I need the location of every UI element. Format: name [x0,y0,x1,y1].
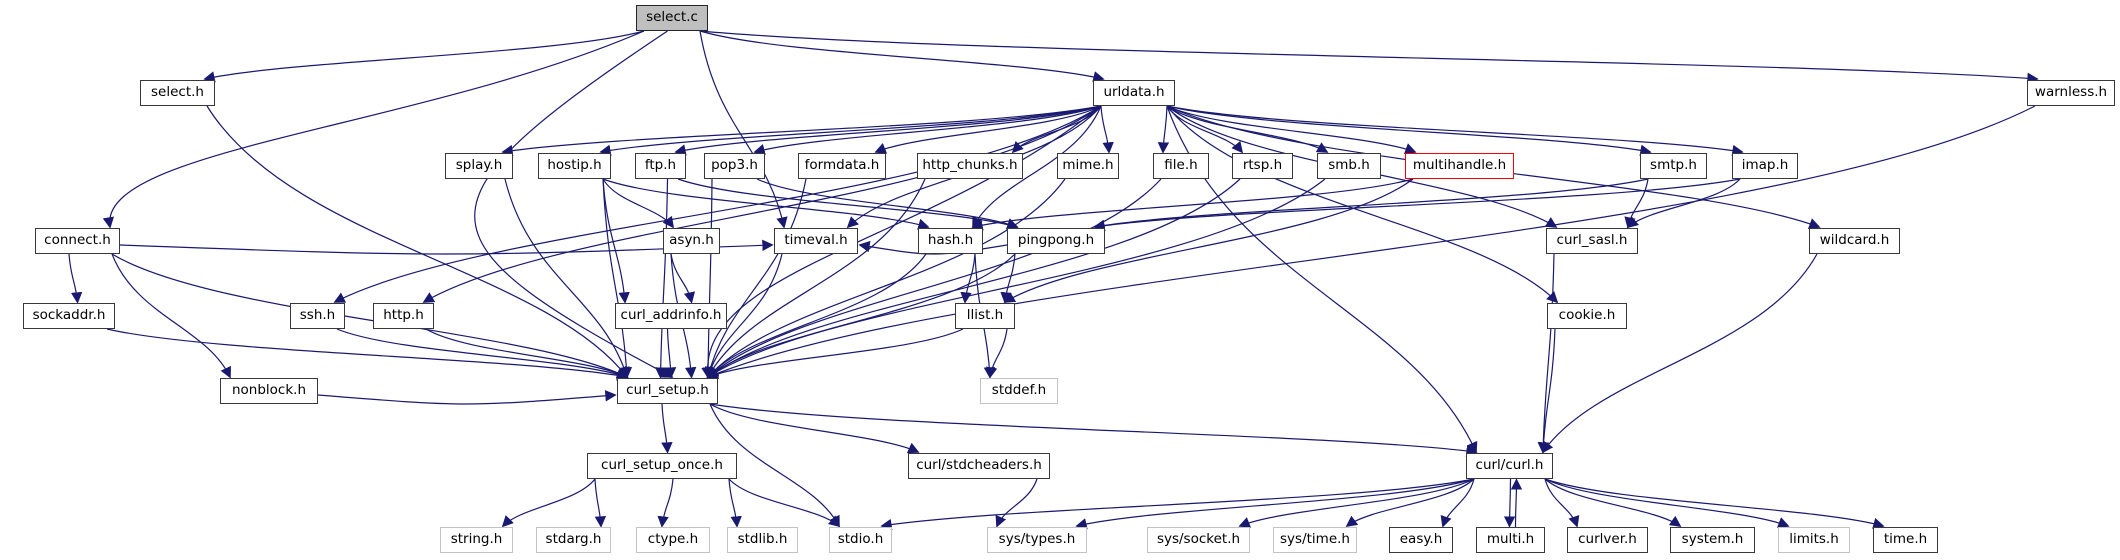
node-time-h[interactable]: time.h [1873,527,1938,553]
node-sys-socket-h: sys/socket.h [1147,527,1250,553]
node-multihandle-h[interactable]: multihandle.h [1405,153,1514,179]
node-http-h[interactable]: http.h [373,303,434,329]
edge-curl-curl-h-to-sys-socket-h [1240,479,1474,526]
node-llist-h[interactable]: llist.h [955,303,1015,329]
node-asyn-h[interactable]: asyn.h [663,228,720,254]
node-file-h[interactable]: file.h [1153,153,1209,179]
edge-select-c-to-warnless-h [700,31,2037,79]
edge-select-c-to-timeval-h [700,31,784,227]
node-curl-stdcheaders-h[interactable]: curl/stdcheaders.h [908,453,1050,479]
node-system-h[interactable]: system.h [1670,527,1755,553]
node-ssh-h[interactable]: ssh.h [290,303,345,329]
edge-curl-setup-h-to-curl-setup-once-h [662,404,668,452]
edge-urldata-h-to-mime-h [1101,106,1109,152]
edge-rtsp-h-to-curl-setup-h [708,179,1240,377]
edge-connect-h-to-nonblock-h [112,254,230,377]
node-curlver-h[interactable]: curlver.h [1567,527,1648,553]
edge-curl-curl-h-to-multi-h [1510,479,1511,526]
node-select-h[interactable]: select.h [140,80,215,106]
node-ctype-h: ctype.h [636,527,710,553]
edge-curl-curl-h-to-stdio-h [882,479,1474,526]
node-http-chunks-h[interactable]: http_chunks.h [917,153,1023,179]
edge-wildcard-h-to-curl-curl-h [1543,254,1817,452]
node-splay-h[interactable]: splay.h [445,153,513,179]
node-curl-setup-once-h[interactable]: curl_setup_once.h [587,453,737,479]
edge-connect-h-to-sockaddr-h [69,254,78,302]
node-select-c: select.c [636,5,708,31]
node-hostip-h[interactable]: hostip.h [538,153,611,179]
edge-multihandle-h-to-hash-h [973,179,1413,227]
edge-smtp-h-to-curl-sasl-h [1628,179,1648,227]
node-curl-setup-h[interactable]: curl_setup.h [617,378,718,404]
edge-urldata-h-to-smb-h [1167,106,1327,152]
node-smtp-h[interactable]: smtp.h [1640,153,1707,179]
edge-urldata-h-to-splay-h [503,106,1101,152]
edge-select-c-to-urldata-h [700,31,1103,79]
node-hash-h[interactable]: hash.h [918,228,983,254]
edge-urldata-h-to-ftp-h [676,106,1101,152]
node-connect-h[interactable]: connect.h [35,228,120,254]
edge-curl-curl-h-to-time-h [1545,479,1883,526]
edge-llist-h-to-curl-setup-h [708,329,963,377]
node-pop3-h[interactable]: pop3.h [704,153,765,179]
node-rtsp-h[interactable]: rtsp.h [1232,153,1293,179]
edge-curl-setup-once-h-to-stdarg-h [595,479,601,526]
node-nonblock-h[interactable]: nonblock.h [220,378,318,404]
edge-asyn-h-to-curl-addrinfo-h [671,254,692,302]
edge-ftp-h-to-pingpong-h [678,179,1017,227]
node-warnless-h[interactable]: warnless.h [2027,80,2115,106]
edge-curl-setup-once-h-to-ctype-h [662,479,673,526]
edge-urldata-h-to-hostip-h [601,106,1101,152]
node-stdlib-h: stdlib.h [727,527,798,553]
edge-curl-setup-h-to-curl-curl-h [710,404,1476,452]
node-easy-h[interactable]: easy.h [1389,527,1453,553]
node-mime-h[interactable]: mime.h [1057,153,1119,179]
edge-curl-setup-once-h-to-stdio-h [729,479,839,526]
edge-curl-setup-once-h-to-stdlib-h [729,479,737,526]
node-wildcard-h[interactable]: wildcard.h [1809,228,1900,254]
node-stddef-h: stddef.h [980,378,1058,404]
edge-multi-h-to-curl-curl-h [1516,480,1517,527]
node-sys-time-h: sys/time.h [1273,527,1357,553]
edge-llist-h-to-stddef-h [990,329,1007,377]
node-stdio-h: stdio.h [829,527,892,553]
node-curl-addrinfo-h[interactable]: curl_addrinfo.h [615,303,727,329]
node-string-h: string.h [440,527,513,553]
node-timeval-h[interactable]: timeval.h [774,228,858,254]
node-smb-h[interactable]: smb.h [1317,153,1381,179]
node-urldata-h[interactable]: urldata.h [1093,80,1175,106]
node-sys-types-h: sys/types.h [987,527,1087,553]
edge-curl-setup-once-h-to-string-h [503,479,595,526]
edge-curl-curl-h-to-easy-h [1443,479,1474,526]
edge-curl-stdcheaders-h-to-sys-types-h [997,479,1037,526]
node-cookie-h[interactable]: cookie.h [1547,303,1627,329]
node-limits-h: limits.h [1778,527,1850,553]
node-multi-h[interactable]: multi.h [1476,527,1545,553]
node-imap-h[interactable]: imap.h [1732,153,1798,179]
edge-curl-addrinfo-h-to-curl-setup-h [668,329,672,377]
edge-ftp-h-to-curl-setup-h [661,179,668,377]
node-formdata-h[interactable]: formdata.h [798,153,886,179]
node-curl-curl-h[interactable]: curl/curl.h [1466,453,1553,479]
edge-select-c-to-select-h [205,31,644,79]
node-stdarg-h: stdarg.h [536,527,611,553]
edge-select-h-to-curl-setup-h [207,106,627,377]
edge-nonblock-h-to-curl-setup-h [318,395,615,404]
edge-urldata-h-to-file-h [1163,106,1167,152]
edge-curl-curl-h-to-sys-types-h [1077,479,1474,526]
node-ftp-h[interactable]: ftp.h [635,153,686,179]
node-curl-sasl-h[interactable]: curl_sasl.h [1546,228,1638,254]
edge-imap-h-to-pingpong-h [1095,179,1740,227]
node-sockaddr-h[interactable]: sockaddr.h [23,303,115,329]
edge-curl-sasl-h-to-curl-curl-h [1543,254,1554,452]
edge-hostip-h-to-asyn-h [603,179,673,227]
node-pingpong-h[interactable]: pingpong.h [1007,228,1105,254]
